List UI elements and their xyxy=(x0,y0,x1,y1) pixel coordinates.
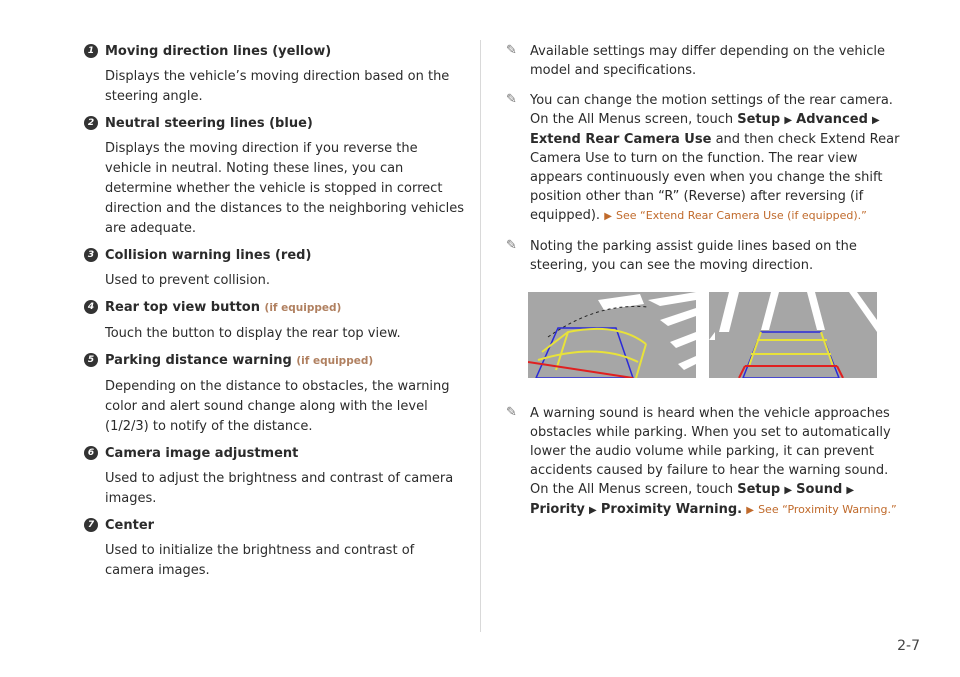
pencil-note-icon: ✎ xyxy=(506,405,517,420)
menu-path-proximity-warning: Proximity Warning xyxy=(600,502,738,517)
item-equipped-note: (if equipped) xyxy=(264,302,342,314)
triangle-right-icon: ▶ xyxy=(604,211,612,222)
item-number-badge: 5 xyxy=(84,353,98,367)
item-description: Displays the vehicle’s moving direction based on the steering angle. xyxy=(105,69,450,104)
triangle-right-icon: ▶ xyxy=(784,115,793,126)
item-title: Center xyxy=(105,518,155,533)
list-item xyxy=(84,444,464,509)
item-title: Camera image adjustment xyxy=(105,446,299,461)
item-description: Used to adjust the brightness and contrast of camera images. xyxy=(105,471,454,506)
note-proximity-warning: ✎ A warning sound is heard when the vehicle approaches obstacles while parking. When you set to automatically lower the audio volume while parking, it can prevent accidents caused by failure to hear the warning sound. On the All Menus screen, touch Setup ▶ Sound ▶ Priority ▶ Proximity Warning. ▶ See “Proximity Warning.” xyxy=(506,405,897,517)
item-description: Touch the button to display the rear top view. xyxy=(105,326,401,341)
item-title: Moving direction lines (yellow) xyxy=(105,44,332,59)
list-item xyxy=(84,516,464,581)
list-item xyxy=(84,246,464,291)
camera-view-steering-graphic xyxy=(528,292,696,378)
note-guide-lines: ✎ Noting the parking assist guide lines based on the steering, you can see the moving direction. xyxy=(506,238,857,273)
pencil-note-icon: ✎ xyxy=(506,238,517,253)
pencil-note-icon: ✎ xyxy=(506,43,517,58)
item-description: Used to prevent collision. xyxy=(105,273,270,288)
item-number-badge: 3 xyxy=(84,248,98,262)
item-title: Neutral steering lines (blue) xyxy=(105,116,313,131)
item-title: Parking distance warning (if equipped) xyxy=(105,353,374,368)
triangle-right-icon: ▶ xyxy=(872,115,880,126)
menu-path-setup: Setup xyxy=(737,482,781,497)
see-reference-link[interactable]: See “Proximity Warning.” xyxy=(758,503,897,516)
menu-path-advanced: Advanced xyxy=(796,112,868,127)
left-column xyxy=(84,42,464,588)
item-number-badge: 2 xyxy=(84,116,98,130)
note-settings-vary: ✎ Available settings may differ depending on the vehicle model and specifications. xyxy=(506,43,886,78)
item-number-badge: 7 xyxy=(84,518,98,532)
list-item xyxy=(84,42,464,107)
triangle-right-icon: ▶ xyxy=(589,505,597,516)
item-number-badge: 6 xyxy=(84,446,98,460)
item-title: Rear top view button (if equipped) xyxy=(105,300,342,315)
page-number: 2-7 xyxy=(897,638,920,654)
right-column xyxy=(506,42,902,531)
menu-path-priority: Priority xyxy=(530,502,585,517)
triangle-right-icon: ▶ xyxy=(784,485,793,496)
menu-path-setup: Setup xyxy=(737,112,781,127)
menu-path-sound: Sound xyxy=(796,482,843,497)
item-number-badge: 1 xyxy=(84,44,98,58)
triangle-right-icon: ▶ xyxy=(846,485,855,496)
item-number-badge: 4 xyxy=(84,300,98,314)
menu-path-extend-rear-camera: Extend Rear Camera Use xyxy=(530,132,712,147)
triangle-right-icon: ▶ xyxy=(746,505,754,516)
camera-view-straight xyxy=(709,292,877,378)
list-item xyxy=(84,298,464,344)
note-extend-rear-camera: ✎ You can change the motion settings of the rear camera. On the All Menus screen, touch Setup ▶ Advanced ▶ Extend Rear Camera Use and then check Extend Rear Camera Use to turn on the function. The rear view appears continuously even when you change the shift position other than “R” (Reverse) after reversing (if equipped). ▶ See “Extend Rear Camera Use (if equipped).” xyxy=(506,92,900,223)
pencil-note-icon: ✎ xyxy=(506,92,517,107)
camera-view-steering xyxy=(528,292,696,378)
list-item xyxy=(84,114,464,239)
item-title: Collision warning lines (red) xyxy=(105,248,312,263)
item-equipped-note: (if equipped) xyxy=(296,355,374,367)
see-reference-link[interactable]: See “Extend Rear Camera Use (if equipped).” xyxy=(616,209,867,222)
column-divider xyxy=(480,40,481,632)
item-description: Displays the moving direction if you reverse the vehicle in neutral. Noting these lines, you can determine whether the vehicle is stopped in correct direction and the distances to the neighboring vehicles are adequate. xyxy=(105,141,464,236)
item-description: Used to initialize the brightness and contrast of camera images. xyxy=(105,543,415,578)
camera-images xyxy=(506,286,902,396)
camera-view-straight-graphic xyxy=(709,292,877,378)
list-item xyxy=(84,351,464,437)
item-description: Depending on the distance to obstacles, the warning color and alert sound change along with the level (1/2/3) to notify of the distance. xyxy=(105,379,450,434)
